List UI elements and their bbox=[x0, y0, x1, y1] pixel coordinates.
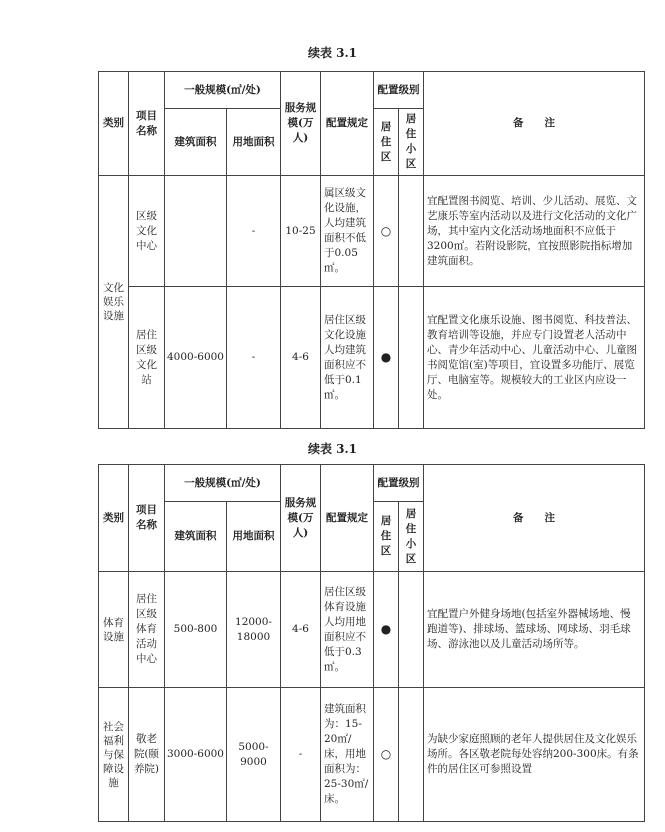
header-config-rule: 配置规定 bbox=[321, 465, 374, 572]
header-category: 类别 bbox=[99, 465, 129, 572]
building-area: 500-800 bbox=[165, 572, 227, 688]
remark: 宜配置图书阅览、培训、少儿活动、展览、文艺康乐等室内活动以及进行文化活动的文化广场，其中室内文化活动场地面积不应低于3200㎡。若附设影院，宜按照影院指标增加建筑面积。 bbox=[424, 176, 645, 287]
table-title-2: 续表 3.1 bbox=[307, 442, 358, 456]
header-building-area: 建筑面积 bbox=[165, 109, 227, 176]
header-category: 类别 bbox=[99, 72, 129, 176]
config-rule: 居住区级文化设施人均建筑面积应不低于0.1㎡。 bbox=[321, 287, 374, 429]
table-row bbox=[99, 176, 645, 287]
district-level-mark: ○ bbox=[374, 176, 399, 287]
category-cell: 体育设施 bbox=[99, 572, 129, 688]
header-building-area: 建筑面积 bbox=[165, 502, 227, 572]
item-name: 居住区级文化站 bbox=[129, 287, 165, 429]
config-rule: 建筑面积为：15-20㎡/床，用地面积为：25-30㎡/床。 bbox=[321, 688, 374, 822]
header-general-scale: 一般规模(㎡/处) bbox=[165, 465, 281, 502]
header-config-rule: 配置规定 bbox=[321, 72, 374, 176]
subdistrict-level-mark bbox=[399, 287, 424, 429]
header-remarks: 备 注 bbox=[424, 72, 645, 176]
service-scale: 4-6 bbox=[281, 287, 321, 429]
category-cell: 文化娱乐设施 bbox=[99, 176, 129, 429]
config-rule: 居住区级体育设施人均用地面积应不低于0.3㎡。 bbox=[321, 572, 374, 688]
district-level-mark: ● bbox=[374, 287, 399, 429]
table-row bbox=[99, 572, 645, 688]
header-config-level: 配置级别 bbox=[374, 72, 424, 109]
district-level-mark: ● bbox=[374, 572, 399, 688]
land-area: 5000-9000 bbox=[227, 688, 281, 822]
table-row bbox=[99, 688, 645, 822]
service-scale: 4-6 bbox=[281, 572, 321, 688]
header-land-area: 用地面积 bbox=[227, 502, 281, 572]
item-name: 居住区级体育活动中心 bbox=[129, 572, 165, 688]
subdistrict-level-mark bbox=[399, 572, 424, 688]
header-remarks: 备 注 bbox=[424, 465, 645, 572]
header-residential-subdistrict: 居住小区 bbox=[399, 502, 424, 572]
table-culture bbox=[98, 71, 645, 429]
table-title-1: 续表 3.1 bbox=[307, 46, 358, 60]
table-row bbox=[99, 287, 645, 429]
header-residential-district: 居住区 bbox=[374, 109, 399, 176]
item-name: 区级文化中心 bbox=[129, 176, 165, 287]
remark: 为缺少家庭照顾的老年人提供居住及文化娱乐场所。各区敬老院每处容纳200-300床。有条件的居住区可参照设置 bbox=[424, 688, 645, 822]
subdistrict-level-mark bbox=[399, 176, 424, 287]
land-area: - bbox=[227, 287, 281, 429]
header-service-scale: 服务规模(万人) bbox=[281, 72, 321, 176]
subdistrict-level-mark bbox=[399, 688, 424, 822]
category-cell: 社会福利与保障设施 bbox=[99, 688, 129, 822]
district-level-mark: ○ bbox=[374, 688, 399, 822]
service-scale: - bbox=[281, 688, 321, 822]
header-general-scale: 一般规模(㎡/处) bbox=[165, 72, 281, 109]
remark: 宜配置文化康乐设施、图书阅览、科技普法、教育培训等设施，并应专门设置老人活动中心、青少年活动中心、儿童活动中心、儿童图书阅览馆(室)等项目，宜设置多功能厅、展览厅、电脑室等。规模较大的工业区内应设一处。 bbox=[424, 287, 645, 429]
config-rule: 属区级文化设施，人均建筑面积不低于0.05㎡。 bbox=[321, 176, 374, 287]
building-area: 3000-6000 bbox=[165, 688, 227, 822]
building-area: 4000-6000 bbox=[165, 287, 227, 429]
header-item: 项目名称 bbox=[129, 465, 165, 572]
header-residential-subdistrict: 居住小区 bbox=[399, 109, 424, 176]
table-sports-welfare bbox=[98, 464, 645, 822]
building-area bbox=[165, 176, 227, 287]
header-residential-district: 居住区 bbox=[374, 502, 399, 572]
header-service-scale: 服务规模(万人) bbox=[281, 465, 321, 572]
land-area: - bbox=[227, 176, 281, 287]
land-area: 12000-18000 bbox=[227, 572, 281, 688]
header-config-level: 配置级别 bbox=[374, 465, 424, 502]
service-scale: 10-25 bbox=[281, 176, 321, 287]
header-land-area: 用地面积 bbox=[227, 109, 281, 176]
item-name: 敬老院(颐养院) bbox=[129, 688, 165, 822]
remark: 宜配置户外健身场地(包括室外器械场地、慢跑道等)、排球场、篮球场、网球场、羽毛球场、游泳池以及儿童活动场所等。 bbox=[424, 572, 645, 688]
header-item: 项目名称 bbox=[129, 72, 165, 176]
